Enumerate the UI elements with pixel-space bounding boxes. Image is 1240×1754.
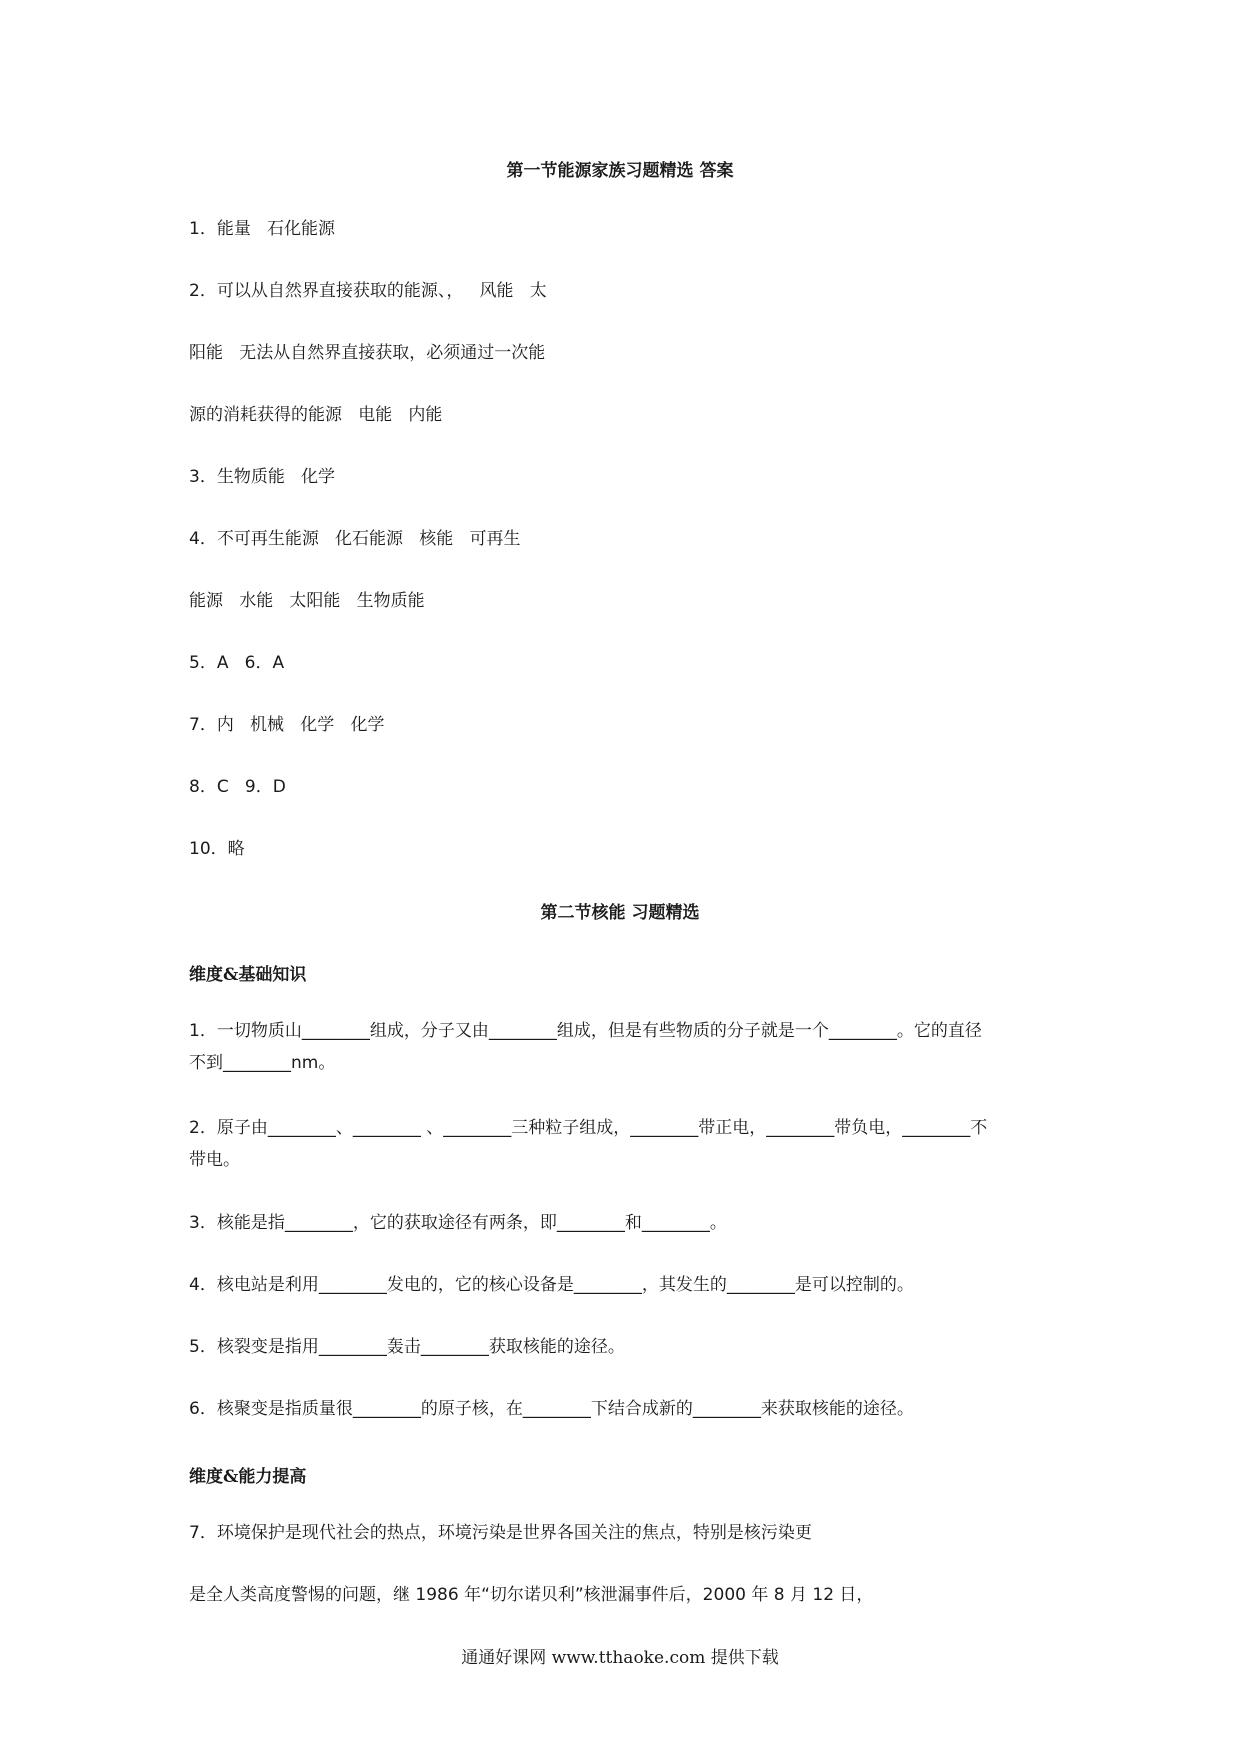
subhead-advanced: 维度&能力提高 <box>189 1467 307 1487</box>
section1-title: 第一节能源家族习题精选 答案 <box>506 161 734 181</box>
answer-line: 能源 水能 太阳能 生物质能 <box>189 591 425 611</box>
answer-line: 8．C 9．D <box>189 777 286 797</box>
question-line: 4．核电站是利用________发电的，它的核心设备是________，其发生的________是可以控制的。 <box>189 1275 914 1295</box>
answer-line: 4．不可再生能源 化石能源 核能 可再生 <box>189 529 521 549</box>
question-line: 2．原子由________、________ 、________三种粒子组成，________带正电，________带负电，________不 <box>189 1118 988 1138</box>
answer-line: 7．内 机械 化学 化学 <box>189 715 385 735</box>
question-line: 不到________nm。 <box>189 1053 336 1073</box>
question-line: 带电。 <box>189 1150 240 1170</box>
answer-line: 2．可以从自然界直接获取的能源、， 风能 太 <box>189 281 547 301</box>
answer-line: 1．能量 石化能源 <box>189 219 336 239</box>
question-line: 5．核裂变是指用________轰击________获取核能的途径。 <box>189 1337 625 1357</box>
question-line: 3．核能是指________，它的获取途径有两条，即________和________。 <box>189 1213 727 1233</box>
page-footer: 通通好课网 www.tthaoke.com 提供下载 <box>461 1648 779 1668</box>
answer-line: 5．A 6．A <box>189 653 285 673</box>
question-line: 是全人类高度警惕的问题，继 1986 年“切尔诺贝利”核泄漏事件后，2000 年 8 月 12 日， <box>189 1585 874 1605</box>
answer-line: 10．略 <box>189 839 245 859</box>
subhead-basic: 维度&基础知识 <box>189 965 307 985</box>
question-line: 6．核聚变是指质量很________的原子核，在________下结合成新的________来获取核能的途径。 <box>189 1399 914 1419</box>
question-line: 7．环境保护是现代社会的热点，环境污染是世界各国关注的焦点，特别是核污染更 <box>189 1523 812 1543</box>
answer-line: 3．生物质能 化学 <box>189 467 336 487</box>
question-line: 1．一切物质山________组成，分子又由________组成，但是有些物质的分子就是一个________。它的直径 <box>189 1021 982 1041</box>
section2-title: 第二节核能 习题精选 <box>540 903 700 923</box>
answer-line: 源的消耗获得的能源 电能 内能 <box>189 405 443 425</box>
answer-line: 阳能 无法从自然界直接获取，必须通过一次能 <box>189 343 546 363</box>
